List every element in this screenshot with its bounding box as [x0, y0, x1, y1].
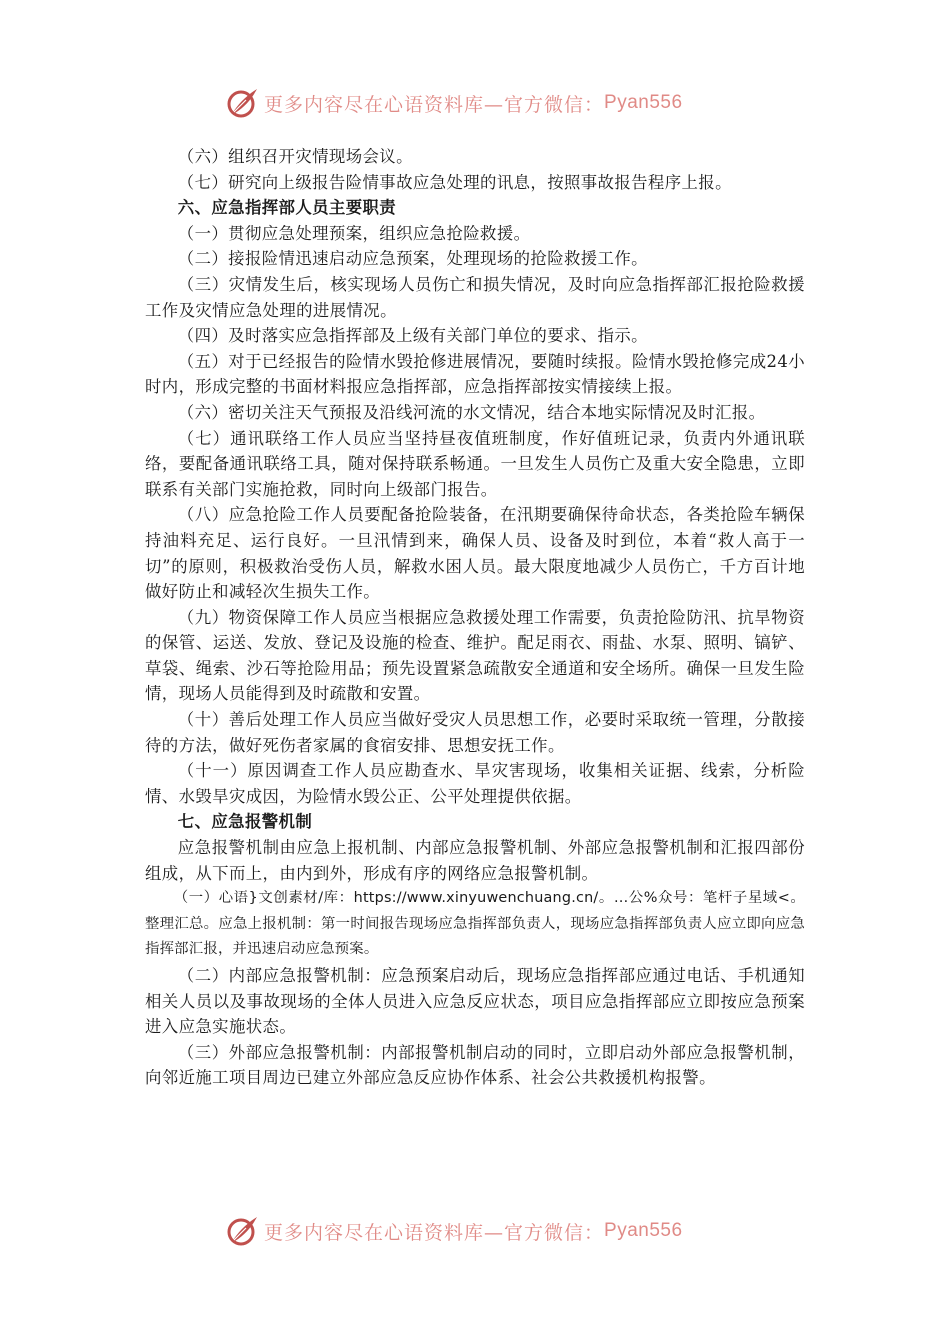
- header-banner-wechat: Pyan556: [604, 92, 683, 113]
- paragraph: （八）应急抢险工作人员要配备抢险装备，在汛期要确保待命状态，各类抢险车辆保持油料充足、运行良好。一旦汛情到来，确保人员、设备及时到位，本着“救人高于一切”的原则，积极救治受伤人员，解救水困人员。最大限度地减少人员伤亡，千方百计地做好防止和减轻次生损失工作。: [145, 505, 805, 602]
- footer-banner-text: 更多内容尽在心语资料库—官方微信：: [264, 1221, 605, 1244]
- paragraph: （六）组织召开灾情现场会议。: [177, 147, 413, 166]
- header-banner: [226, 86, 746, 120]
- section-heading: 六、应急指挥部人员主要职责: [177, 198, 397, 218]
- footer-banner: [226, 1214, 746, 1248]
- footer-banner-wechat: Pyan556: [604, 1220, 683, 1241]
- document-body: [145, 144, 805, 1091]
- paragraph: （一）贯彻应急处理预案，组织应急抢险救援。: [177, 223, 531, 243]
- quill-logo-icon: [226, 86, 260, 120]
- paragraph: （六）密切关注天气预报及沿线河流的水文情况，结合本地实际情况及时汇报。: [177, 402, 766, 422]
- paragraph: （九）物资保障工作人员应当根据应急救援处理工作需要，负责抢险防汛、抗旱物资的保管、运送、发放、登记及设施的检查、维护。配足雨衣、雨盐、水泵、照明、镐铲、草袋、绳索、沙石等抢险用品；预先设置紧急疏散安全通道和安全场所。确保一旦发生险情，现场人员能得到及时疏散和安置。: [145, 607, 805, 704]
- paragraph: （一）心语}文创素材/库：https://www.xinyuwenchuang.cn/。…公%众号：笔杆子星域<。整理汇总。应急上报机制：第一时间报告现场应急指挥部负责人，现场应急指挥部负责人应立即向应急指挥部汇报，并迅速启动应急预案。: [145, 890, 805, 958]
- header-banner-text: 更多内容尽在心语资料库—官方微信：: [264, 93, 605, 116]
- paragraph: 应急报警机制由应急上报机制、内部应急报警机制、外部应急报警机制和汇报四部份组成，从下而上，由内到外，形成有序的网络应急报警机制。: [145, 838, 805, 883]
- paragraph: （五）对于已经报告的险情水毁抢修进展情况，要随时续报。险情水毁抢修完成24小时内，形成完整的书面材料报应急指挥部，应急指挥部按实情接续上报。: [145, 351, 805, 397]
- paragraph: （七）通讯联络工作人员应当坚持昼夜值班制度，作好值班记录，负责内外通讯联络，要配备通讯联络工具，随对保持联系畅通。一旦发生人员伤亡及重大安全隐患，立即联系有关部门实施抢救，同时向上级部门报告。: [145, 428, 805, 499]
- paragraph: （十）善后处理工作人员应当做好受灾人员思想工作，必要时采取统一管理，分散接待的方法，做好死伤者家属的食宿安排、思想安抚工作。: [145, 710, 805, 755]
- section-heading: 七、应急报警机制: [177, 812, 313, 832]
- paragraph: （三）外部应急报警机制：内部报警机制启动的同时，立即启动外部应急报警机制，向邻近施工项目周边已建立外部应急反应协作体系、社会公共救援机构报警。: [145, 1042, 805, 1088]
- paragraph: （二）接报险情迅速启动应急预案，处理现场的抢险救援工作。: [177, 249, 648, 269]
- paragraph: （三）灾情发生后，核实现场人员伤亡和损失情况，及时向应急指挥部汇报抢险救援工作及灾情应急处理的进展情况。: [145, 274, 805, 320]
- paragraph: （二）内部应急报警机制：应急预案启动后，现场应急指挥部应通过电话、手机通知相关人员以及事故现场的全体人员进入应急反应状态，项目应急指挥部应立即按应急预案进入应急实施状态。: [145, 966, 805, 1037]
- quill-logo-icon: [226, 1214, 260, 1248]
- paragraph: （四）及时落实应急指挥部及上级有关部门单位的要求、指示。: [177, 326, 648, 346]
- paragraph: （七）研究向上级报告险情事故应急处理的讯息，按照事故报告程序上报。: [177, 172, 732, 192]
- paragraph: （十一）原因调查工作人员应勘查水、旱灾害现场，收集相关证据、线索，分析险情、水毁旱灾成因，为险情水毁公正、公平处理提供依据。: [145, 761, 805, 806]
